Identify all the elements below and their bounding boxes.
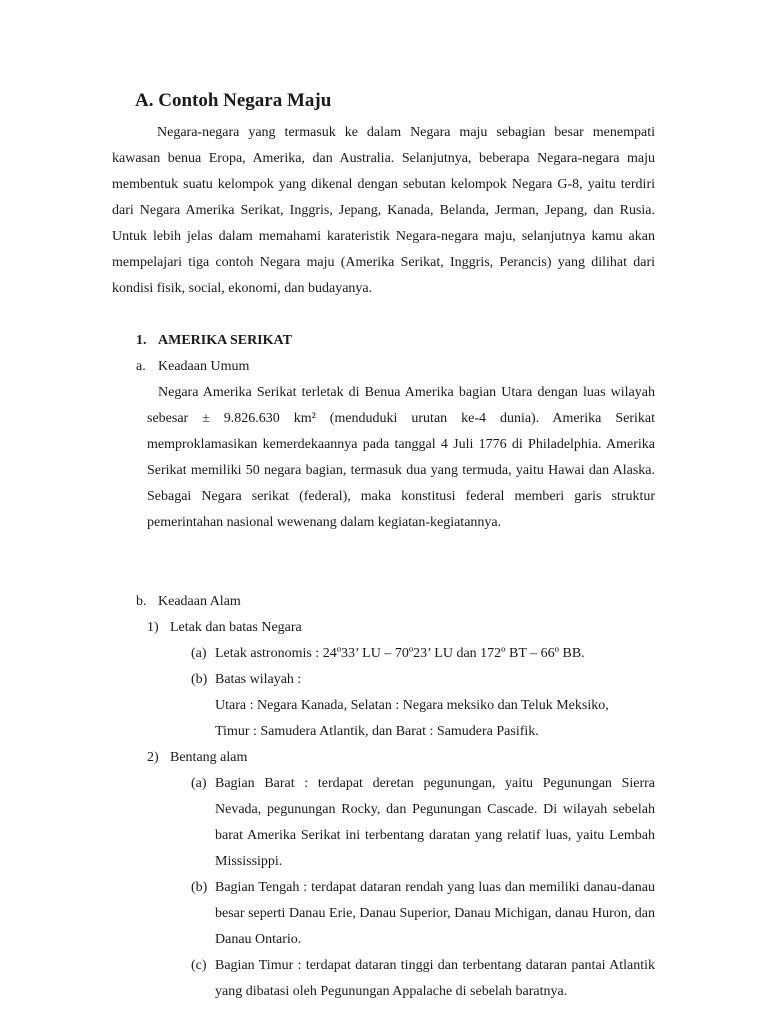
page-title: A. Contoh Negara Maju <box>135 90 332 111</box>
item-2b-marker: (b) <box>191 880 208 895</box>
item-1-marker: 1) <box>147 620 159 635</box>
item-2c-text: Bagian Timur : terdapat dataran tinggi dan terbentang dataran pantai Atlantik yang dibatasi oleh Pegunungan Appalache di sebelah baratnya. <box>215 958 655 999</box>
subsection-b-title: Keadaan Alam <box>158 594 241 609</box>
item-2-marker: 2) <box>147 750 159 765</box>
item-2c-marker: (c) <box>191 958 207 973</box>
subsection-a-paragraph: Negara Amerika Serikat terletak di Benua Amerika bagian Utara dengan luas wilayah sebesar ± 9.826.630 km² (menduduki urutan ke-4 dunia). Amerika Serikat memproklamasikan kemerdekaannya pada tanggal 4 Juli 1776 di Philadelphia. Amerika Serikat memiliki 50 negara bagian, termasuk dua yang termuda, yaitu Hawai dan Alaska. Sebagai Negara serikat (federal), maka konstitusi federal memberi garis struktur pemerintahan nasional wewenang dalam kegiatan-kegiatannya. <box>147 385 655 530</box>
item-1b-marker: (b) <box>191 672 208 687</box>
item-1a-text: Letak astronomis : 24º33’ LU – 70º23’ LU dan 172º BT – 66º BB. <box>215 646 585 661</box>
subsection-a-title: Keadaan Umum <box>158 359 250 374</box>
section-heading: AMERIKA SERIKAT <box>158 333 292 348</box>
item-2a-text: Bagian Barat : terdapat deretan pegunungan, yaitu Pegunungan Sierra Nevada, pegunungan Rocky, dan Pegunungan Cascade. Di wilayah sebelah barat Amerika Serikat ini terbentang daratan yang relatif luas, yaitu Lembah Mississippi. <box>215 776 655 869</box>
item-2b-text: Bagian Tengah : terdapat dataran rendah yang luas dan memiliki danau-danau besar seperti Danau Erie, Danau Superior, Danau Michigan, danau Huron, dan Danau Ontario. <box>215 880 655 947</box>
item-1b-text: Batas wilayah : <box>215 672 302 687</box>
intro-paragraph: Negara-negara yang termasuk ke dalam Negara maju sebagian besar menempati kawasan benua Eropa, Amerika, dan Australia. Selanjutnya, beberapa Negara-negara maju membentuk suatu kelompok yang dikenal dengan sebutan kelompok Negara G-8, yaitu terdiri dari Negara Amerika Serikat, Inggris, Jepang, Kanada, Belanda, Jerman, Jepang, dan Rusia. Untuk lebih jelas dalam memahami karateristik Negara-negara maju, selanjutnya kamu akan mempelajari tiga contoh Negara maju (Amerika Serikat, Inggris, Perancis) yang dilihat dari kondisi fisik, social, ekonomi, dan budayanya. <box>112 125 655 296</box>
item-2-title: Bentang alam <box>170 750 248 765</box>
subsection-a-marker: a. <box>136 359 146 374</box>
subsection-b-marker: b. <box>136 594 147 609</box>
item-2a-marker: (a) <box>191 776 207 791</box>
item-1-title: Letak dan batas Negara <box>170 620 302 635</box>
borders-line-1: Utara : Negara Kanada, Selatan : Negara meksiko dan Teluk Meksiko, <box>215 698 609 713</box>
borders-line-2: Timur : Samudera Atlantik, dan Barat : Samudera Pasifik. <box>215 724 539 739</box>
item-1a-marker: (a) <box>191 646 207 661</box>
section-number: 1. <box>136 333 147 348</box>
